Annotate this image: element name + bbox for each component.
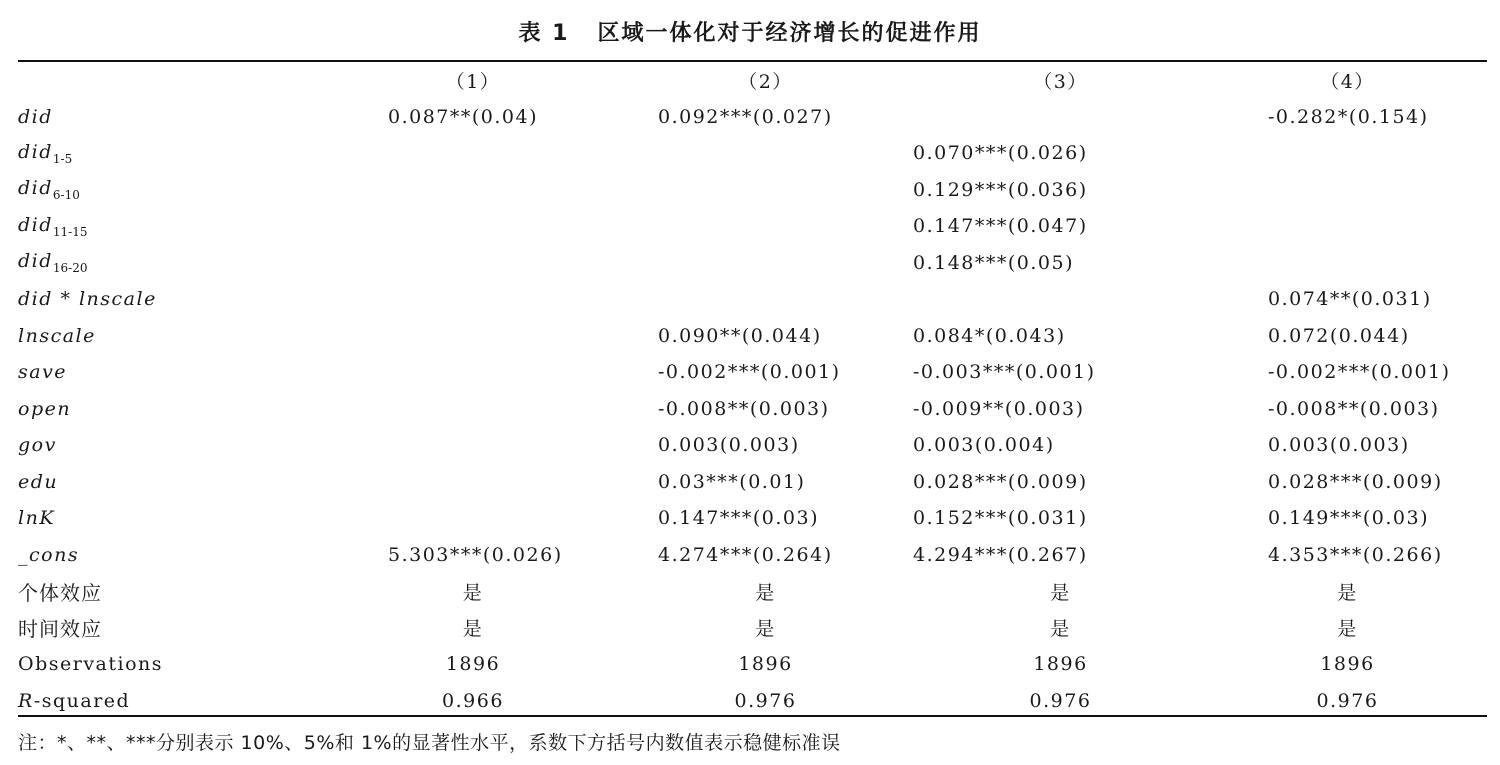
coefficient-cell <box>328 208 618 245</box>
coefficient-cell: 0.087**(0.04) <box>388 105 539 128</box>
column-header-row <box>18 62 1487 99</box>
table-number: 表 1 <box>518 21 570 46</box>
stat-cell: 1896 <box>1033 653 1088 676</box>
stat-cell: 是 <box>462 618 484 641</box>
coefficient-cell: 0.152***(0.031) <box>913 507 1088 530</box>
stat-cell: 0.976 <box>1029 689 1092 712</box>
coefficient-cell: -0.008**(0.003) <box>658 397 830 420</box>
table-row <box>18 610 1487 647</box>
table-row <box>18 573 1487 610</box>
table-row <box>18 318 1487 355</box>
stat-cell: 0.966 <box>442 689 504 712</box>
table-row <box>18 646 1487 683</box>
coefficient-cell: 0.003(0.003) <box>1268 434 1410 457</box>
variable-name <box>18 245 328 282</box>
coefficient-cell <box>328 172 618 209</box>
coefficient-cell <box>328 318 618 355</box>
coefficient-cell <box>1208 135 1487 172</box>
stat-cell: 1896 <box>738 653 793 676</box>
variable-subscript: 6-10 <box>52 188 80 203</box>
stat-cell: 1896 <box>445 653 501 676</box>
coefficient-cell <box>913 281 1208 318</box>
coefficient-cell: 0.092***(0.027) <box>658 105 833 128</box>
variable-name <box>18 391 328 428</box>
r-letter: R <box>18 689 34 712</box>
coefficient-cell: 0.147***(0.047) <box>913 215 1088 238</box>
stat-cell: 是 <box>462 581 484 604</box>
table-title <box>0 18 1500 50</box>
row-label: Observations <box>18 653 164 676</box>
table-row <box>18 391 1487 428</box>
variable-name <box>18 208 328 245</box>
variable-name <box>18 318 328 355</box>
table-row <box>18 464 1487 501</box>
coefficient-cell: -0.002***(0.001) <box>658 361 841 384</box>
table-row <box>18 354 1487 391</box>
variable-name <box>18 537 328 574</box>
coefficient-cell: 5.303***(0.026) <box>388 543 563 566</box>
stat-cell: 是 <box>1050 581 1071 604</box>
variable-subscript: 16-20 <box>52 261 88 276</box>
coefficient-cell <box>328 500 618 537</box>
coefficient-cell <box>328 354 618 391</box>
coefficient-cell <box>328 391 618 428</box>
coefficient-cell: 0.028***(0.009) <box>913 470 1088 493</box>
coefficient-cell <box>618 208 913 245</box>
variable-label: lnK <box>18 507 56 530</box>
table-row <box>18 135 1487 172</box>
stat-cell: 是 <box>755 581 776 604</box>
variable-name <box>18 281 328 318</box>
variable-label: did <box>18 213 53 236</box>
variable-name <box>18 172 328 209</box>
coefficient-cell <box>328 281 618 318</box>
variable-label: did * lnscale <box>18 288 157 311</box>
table-title-text: 区域一体化对于经济增长的促进作用 <box>597 21 982 46</box>
table-row <box>18 427 1487 464</box>
coefficient-cell <box>328 135 618 172</box>
coefficient-cell: 0.084*(0.043) <box>913 324 1066 347</box>
variable-name <box>18 135 328 172</box>
coefficient-cell: 4.353***(0.266) <box>1268 543 1443 566</box>
stat-cell: 0.976 <box>734 689 797 712</box>
coefficient-cell <box>913 99 1208 136</box>
header-blank <box>18 62 328 99</box>
stat-cell: 是 <box>1337 581 1358 604</box>
coefficient-cell: 0.129***(0.036) <box>913 178 1088 201</box>
variable-subscript: 11-15 <box>52 224 88 239</box>
table-row <box>18 208 1487 245</box>
variable-label: _cons <box>18 543 80 566</box>
coefficient-cell: 0.072(0.044) <box>1268 324 1410 347</box>
table-note: 注：*、**、***分别表示 10%、5%和 1%的显著性水平，系数下方括号内数值表示稳健标准误 <box>18 732 841 754</box>
coefficient-cell: 0.074**(0.031) <box>1268 288 1432 311</box>
variable-name <box>18 99 328 136</box>
table-row <box>18 245 1487 282</box>
coefficient-cell: 4.294***(0.267) <box>913 543 1088 566</box>
coefficient-cell: -0.003***(0.001) <box>913 361 1096 384</box>
coefficient-cell: 0.03***(0.01) <box>658 470 806 493</box>
stat-cell: 1896 <box>1320 653 1375 676</box>
stat-cell: 是 <box>755 618 776 641</box>
table-row <box>18 683 1487 720</box>
coefficient-cell <box>328 427 618 464</box>
table-row <box>18 537 1487 574</box>
coefficient-cell: -0.008**(0.003) <box>1268 397 1440 420</box>
coefficient-cell: 0.148***(0.05) <box>913 251 1075 274</box>
coefficient-cell <box>1208 245 1487 282</box>
coefficient-cell <box>328 464 618 501</box>
coefficient-cell: 0.070***(0.026) <box>913 142 1088 165</box>
coefficient-cell: 0.147***(0.03) <box>658 507 820 530</box>
coefficient-cell: 0.028***(0.009) <box>1268 470 1443 493</box>
variable-label: did <box>18 250 53 273</box>
coefficient-cell <box>1208 172 1487 209</box>
coefficient-cell <box>618 172 913 209</box>
coefficient-cell <box>618 245 913 282</box>
coefficient-cell: 0.090**(0.044) <box>658 324 822 347</box>
coefficient-cell <box>618 135 913 172</box>
variable-label: lnscale <box>18 324 96 347</box>
table-row <box>18 99 1487 136</box>
coefficient-cell: 0.003(0.004) <box>913 434 1055 457</box>
coefficient-cell: -0.009**(0.003) <box>913 397 1085 420</box>
coefficient-cell: -0.002***(0.001) <box>1268 361 1451 384</box>
stat-cell: 0.976 <box>1316 689 1379 712</box>
variable-name <box>18 464 328 501</box>
coefficient-cell <box>1208 208 1487 245</box>
column-header: （4） <box>1320 70 1375 93</box>
variable-name <box>18 354 328 391</box>
stat-cell: 是 <box>1337 618 1358 641</box>
variable-label: gov <box>18 434 57 457</box>
row-label: 时间效应 <box>18 617 102 642</box>
variable-label: did <box>18 177 53 200</box>
variable-label: did <box>18 140 53 163</box>
table-row <box>18 500 1487 537</box>
table-row <box>18 172 1487 209</box>
stat-cell: 是 <box>1050 618 1071 641</box>
row-label: 个体效应 <box>18 580 102 605</box>
row-label <box>18 683 328 720</box>
variable-subscript: 1-5 <box>52 151 73 166</box>
coefficient-cell: -0.282*(0.154) <box>1268 105 1429 128</box>
coefficient-cell: 4.274***(0.264) <box>658 543 833 566</box>
table-row <box>18 281 1487 318</box>
coefficient-cell <box>618 281 913 318</box>
coefficient-cell: 0.149***(0.03) <box>1268 507 1430 530</box>
coefficient-cell: 0.003(0.003) <box>658 434 800 457</box>
column-header: （2） <box>738 70 793 93</box>
variable-label: edu <box>18 470 59 493</box>
variable-label: did <box>18 105 53 128</box>
regression-table <box>18 62 1487 719</box>
variable-name <box>18 500 328 537</box>
variable-name <box>18 427 328 464</box>
column-header: （3） <box>1033 70 1088 93</box>
variable-label: save <box>18 361 68 384</box>
r-squared-suffix: -squared <box>33 689 131 712</box>
coefficient-cell <box>328 245 618 282</box>
column-header: （1） <box>445 70 501 93</box>
bottom-rule <box>18 715 1487 717</box>
variable-label: open <box>18 397 72 420</box>
